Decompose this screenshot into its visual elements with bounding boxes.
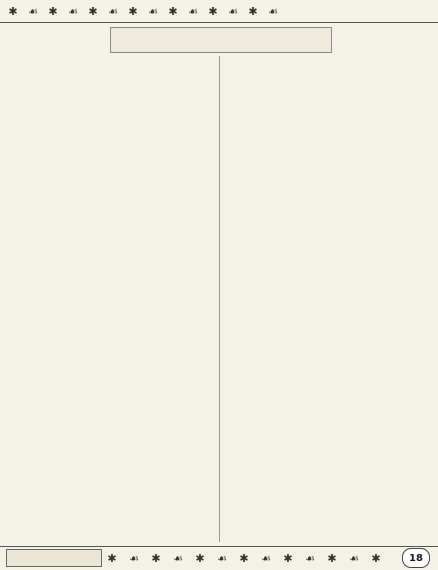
ornament-icon: ☙ — [217, 551, 227, 565]
header-ornaments — [0, 5, 280, 18]
ornament-icon: ☙ — [188, 4, 198, 18]
ornament-icon: ✱ — [8, 4, 18, 18]
ornament-icon: ☙ — [305, 551, 315, 565]
ornament-icon: ✱ — [195, 551, 205, 565]
column-divider — [219, 56, 220, 542]
ornament-icon: ✱ — [88, 4, 98, 18]
header-band — [0, 0, 438, 23]
ornament-icon: ☙ — [28, 4, 38, 18]
ornament-icon: ✱ — [327, 551, 337, 565]
ornament-icon: ☙ — [261, 551, 271, 565]
ornament-icon: ✱ — [283, 551, 293, 565]
left-column — [8, 58, 212, 542]
ornament-icon: ☙ — [173, 551, 183, 565]
ornament-icon: ✱ — [128, 4, 138, 18]
ornament-icon: ☙ — [129, 551, 139, 565]
right-column — [226, 58, 430, 542]
article-title — [110, 27, 332, 53]
ornament-icon: ☙ — [228, 4, 238, 18]
issue-date — [6, 549, 102, 567]
page-number: 18 — [402, 548, 430, 568]
ornament-icon: ☙ — [148, 4, 158, 18]
ornament-icon: ☙ — [349, 551, 359, 565]
ornament-icon: ✱ — [371, 551, 381, 565]
ornament-icon: ✱ — [208, 4, 218, 18]
ornament-icon: ☙ — [268, 4, 278, 18]
ornament-icon: ✱ — [48, 4, 58, 18]
ornament-icon: ☙ — [108, 4, 118, 18]
ornament-icon: ✱ — [248, 4, 258, 18]
ornament-icon: ☙ — [68, 4, 78, 18]
ornament-icon: ✱ — [151, 551, 161, 565]
ornament-icon: ✱ — [239, 551, 249, 565]
ornament-icon: ✱ — [168, 4, 178, 18]
ornament-icon: ✱ — [107, 551, 117, 565]
